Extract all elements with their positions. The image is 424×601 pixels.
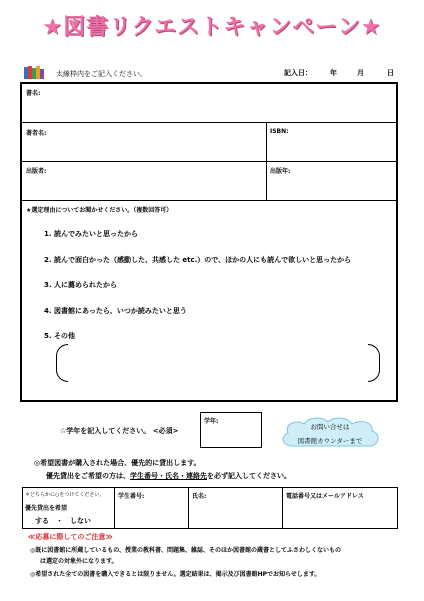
priority-notice-line2 (46, 471, 291, 481)
grade-prompt: ☆学年を記入してください。 <必須> (60, 427, 179, 435)
reason-heading: ★選定理由についてお聞かせください。（複数回答可） (26, 207, 173, 214)
divider (21, 122, 397, 123)
other-reason-bracket-right (368, 344, 380, 382)
divider (21, 161, 397, 162)
callout-line1: お問い合せは (310, 423, 350, 431)
author-field[interactable]: 著者名: (26, 130, 47, 137)
date-year-label: 年 (330, 69, 337, 77)
priority-notice-line1: ◎希望図書が購入された場合、優先的に貸出します。 (34, 459, 201, 467)
publisher-field[interactable]: 出版者: (26, 168, 47, 175)
caution-item: ◎希望された全ての図書を購入できるとは限りません。選定結果は、掲示及び図書館HPでお知らせします。 (30, 571, 321, 578)
reason-option[interactable]: 5. その他 (44, 332, 75, 340)
other-reason-bracket-left (56, 344, 68, 382)
divider (282, 487, 283, 529)
grade-input[interactable] (200, 412, 262, 448)
student-number-field[interactable]: 学生番号: (118, 493, 145, 500)
book-title-field[interactable]: 書名: (26, 90, 41, 97)
caution-item: は選定の対象外になります。 (40, 558, 118, 565)
divider (266, 122, 267, 200)
date-day-label: 日 (387, 69, 394, 77)
instruction-text: 太線枠内をご記入ください。 (56, 70, 147, 78)
circle-note: ＊どちらかに○をつけてください。 (25, 492, 105, 498)
reason-option[interactable]: 4. 図書館にあったら、いつか読みたいと思う (44, 307, 187, 315)
grade-box-label: 学年: (204, 418, 219, 425)
books-icon (24, 66, 44, 79)
priority-want-label: 優先貸出を希望 (25, 505, 68, 512)
reason-option[interactable]: 1. 読んでみたいと思ったから (44, 230, 138, 238)
contact-field[interactable]: 電話番号又はメールアドレス (286, 493, 364, 500)
caution-item: ◎既に図書館に所蔵しているもの、授業の教科書、問題集、雑誌、そのほか図書館の蔵書としてふさわしくないもの (30, 547, 341, 554)
divider (114, 487, 115, 529)
date-label: 記入日： (284, 69, 312, 77)
date-month-label: 月 (357, 69, 364, 77)
pub-year-field[interactable]: 出版年: (270, 168, 291, 175)
notice-underlined: 学生番号・氏名・連絡先 (130, 472, 207, 480)
name-field[interactable]: 氏名: (192, 493, 207, 500)
caution-heading: ≪応募に際してのご注意≫ (28, 533, 113, 541)
priority-options[interactable]: する ・ しない (35, 517, 91, 525)
other-reason-input[interactable] (70, 346, 366, 380)
divider (21, 200, 397, 201)
notice-suffix: を必ず記入してください。 (207, 472, 291, 480)
divider (188, 487, 189, 529)
reason-option[interactable]: 3. 人に薦められたから (44, 281, 117, 289)
page-title: ★図書リクエストキャンペーン★ (42, 15, 382, 40)
reason-option[interactable]: 2. 読んで面白かった（感動した、共感した etc.）ので、ほかの人にも読んで欲しいと思ったから (44, 256, 352, 264)
notice-prefix: 優先貸出をご希望の方は、 (46, 472, 130, 480)
isbn-field[interactable]: ISBN: (270, 128, 289, 135)
callout-line2: 図書館カウンターまで (297, 437, 363, 445)
